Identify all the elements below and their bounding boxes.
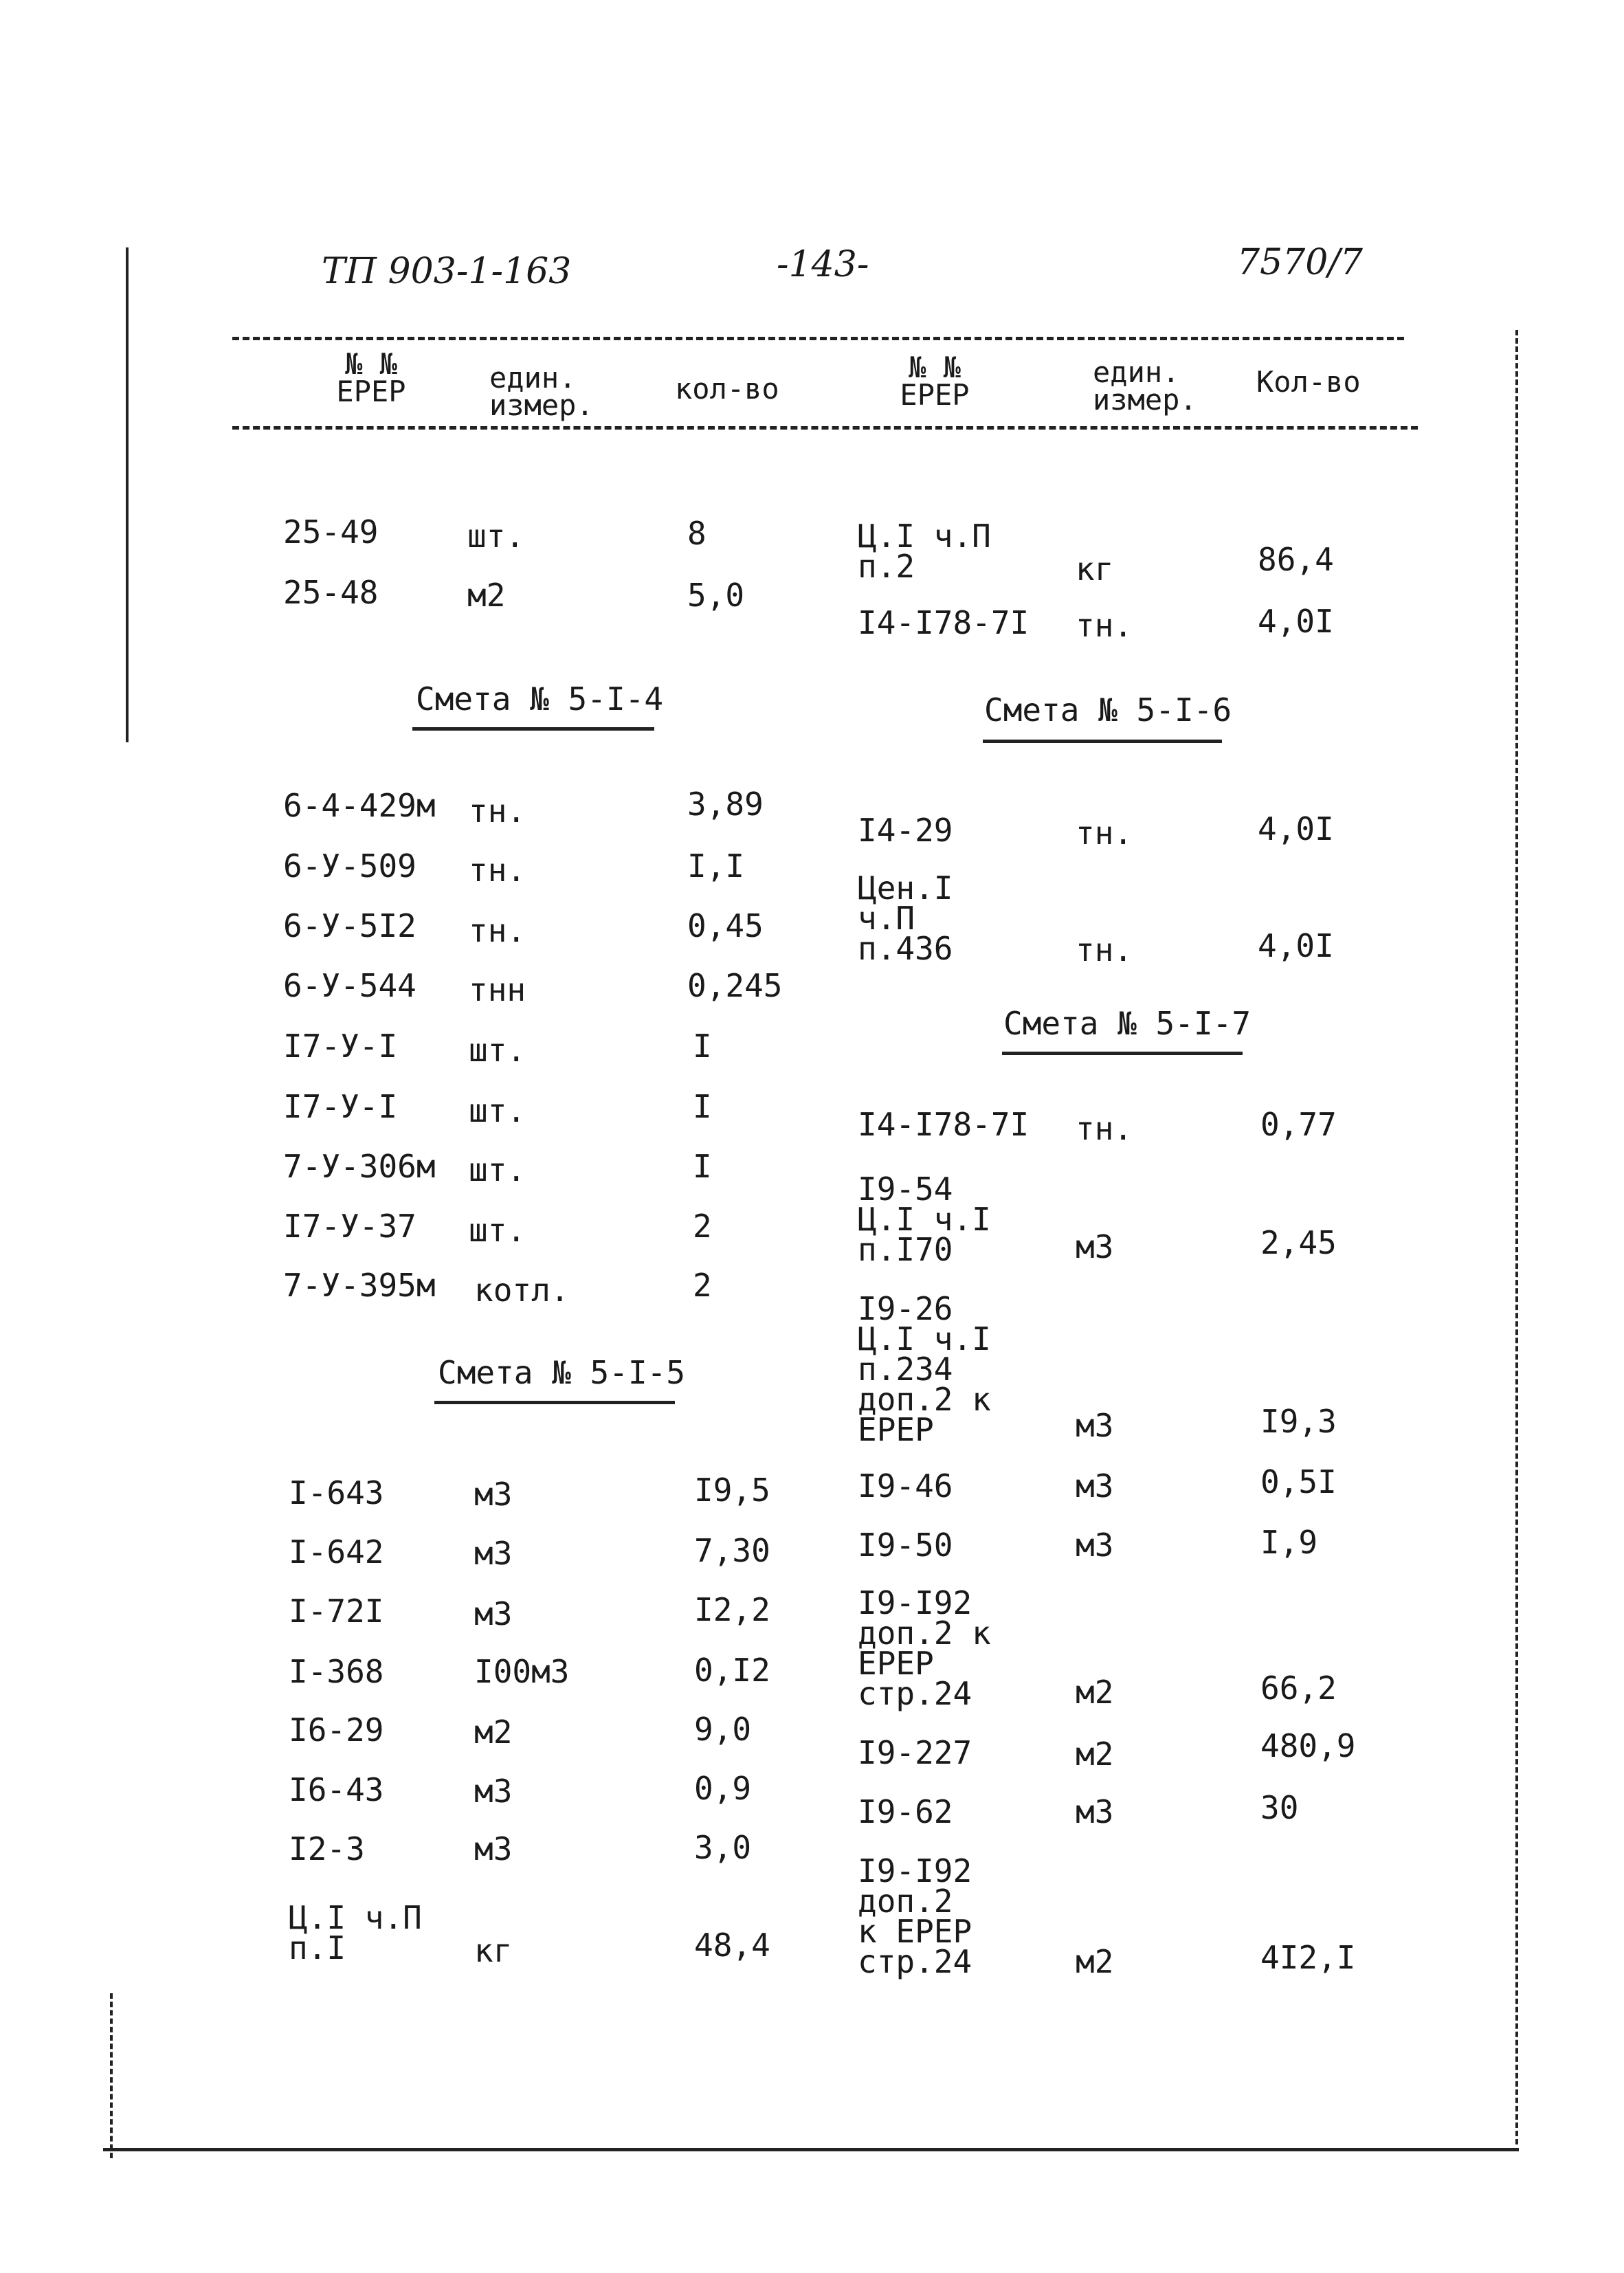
row-code: I9-I92 доп.2 к ЕРЕР стр.24	[858, 1852, 972, 1980]
row-qty: 2,45	[1260, 1224, 1337, 1261]
estimate-heading: Смета № 5-I-5	[438, 1354, 686, 1391]
row-code: I6-43	[289, 1771, 384, 1808]
row-unit: кг	[474, 1932, 513, 1969]
row-qty: I	[693, 1028, 712, 1065]
row-unit: тнн	[469, 971, 526, 1008]
row-unit: м3	[1076, 1228, 1114, 1265]
row-qty: I2,2	[694, 1591, 770, 1628]
row-unit: тн.	[469, 852, 526, 889]
row-qty: 0,9	[694, 1770, 752, 1807]
row-qty: 4,0I	[1258, 603, 1334, 640]
row-qty: 30	[1260, 1789, 1299, 1826]
row-unit: м2	[474, 1714, 513, 1751]
row-code: I7-У-37	[283, 1208, 416, 1245]
row-unit: I00м3	[474, 1653, 570, 1690]
col-header-code-right: № № ЕРЕР	[900, 351, 970, 412]
row-qty: I	[693, 1088, 712, 1125]
row-code: I4-I78-7I	[858, 604, 1030, 641]
row-code: I2-3	[289, 1830, 365, 1867]
row-qty: 2	[693, 1267, 712, 1304]
row-code: 25-49	[283, 513, 379, 551]
col-header-unit-left: един. измер.	[489, 361, 594, 422]
col-header-code-left: № № ЕРЕР	[336, 347, 406, 408]
row-unit: шт.	[469, 1032, 526, 1069]
estimate-heading-underline	[983, 740, 1222, 743]
row-unit: шт.	[469, 1212, 526, 1249]
row-qty: 0,5I	[1260, 1463, 1337, 1500]
row-code: I7-У-I	[283, 1028, 398, 1065]
row-qty: 4I2,I	[1260, 1939, 1356, 1976]
row-code: I4-I78-7I	[858, 1106, 1030, 1143]
row-code: I9-50	[858, 1527, 953, 1564]
row-qty: 86,4	[1258, 541, 1334, 578]
row-code: I9-227	[858, 1734, 972, 1771]
row-qty: I,I	[687, 847, 745, 885]
row-unit: м3	[474, 1476, 513, 1513]
row-unit: м3	[474, 1773, 513, 1810]
row-qty: 0,245	[687, 967, 783, 1004]
row-code: 6-У-509	[283, 847, 416, 885]
estimate-heading-underline	[434, 1401, 675, 1404]
row-unit: тн.	[1076, 931, 1133, 968]
row-unit: м3	[474, 1535, 513, 1572]
row-unit: м3	[1076, 1407, 1114, 1444]
row-code: I-642	[289, 1533, 384, 1571]
row-code: 25-48	[283, 574, 379, 611]
row-qty: I,9	[1260, 1524, 1318, 1561]
row-unit: м3	[474, 1595, 513, 1632]
header-top-rule	[232, 337, 1404, 340]
col-header-unit-right: един. измер.	[1093, 355, 1197, 417]
row-qty: 8	[687, 515, 707, 552]
col-header-qty-right: Кол-во	[1256, 365, 1361, 399]
row-code: I-368	[289, 1653, 384, 1690]
row-code: 6-У-5I2	[283, 907, 416, 944]
row-unit: шт.	[469, 1151, 526, 1188]
row-qty: 0,I2	[694, 1652, 770, 1689]
row-code: 6-4-429м	[283, 787, 436, 824]
left-lower-margin-line	[110, 1993, 113, 2158]
row-unit: м2	[1076, 1943, 1114, 1980]
page-number: -143-	[777, 244, 869, 285]
row-qty: 2	[693, 1208, 712, 1245]
row-unit: тн.	[1076, 607, 1133, 644]
estimate-heading-underline	[1002, 1052, 1243, 1055]
row-qty: 4,0I	[1258, 927, 1334, 964]
row-code: I-72I	[289, 1593, 384, 1630]
row-unit: тн.	[469, 912, 526, 949]
estimate-heading: Смета № 5-I-4	[416, 680, 664, 718]
row-unit: шт.	[469, 1092, 526, 1129]
left-margin-line	[126, 247, 129, 742]
row-unit: м3	[1076, 1793, 1114, 1830]
row-unit: м2	[1076, 1736, 1114, 1773]
row-code: I9-46	[858, 1467, 953, 1505]
row-qty: 480,9	[1260, 1727, 1356, 1764]
row-qty: 3,89	[687, 786, 764, 823]
row-unit: м3	[1076, 1527, 1114, 1564]
row-code: 7-У-395м	[283, 1267, 436, 1304]
row-unit: м3	[1076, 1467, 1114, 1505]
row-unit: тн.	[469, 792, 526, 830]
row-unit: м3	[474, 1830, 513, 1867]
row-unit: кг	[1076, 551, 1114, 588]
row-code: 7-У-306м	[283, 1148, 436, 1185]
row-qty: I9,3	[1260, 1403, 1337, 1440]
row-unit: тн.	[1076, 814, 1133, 852]
row-qty: 66,2	[1260, 1670, 1337, 1707]
row-qty: 3,0	[694, 1829, 752, 1866]
row-qty: I	[693, 1148, 712, 1185]
sheet-number: 7570/7	[1237, 242, 1363, 283]
row-code: I6-29	[289, 1711, 384, 1749]
row-unit: м2	[1076, 1674, 1114, 1711]
row-code: I4-29	[858, 812, 953, 849]
row-code: I9-I92 доп.2 к ЕРЕР стр.24	[858, 1584, 991, 1712]
row-qty: 7,30	[694, 1532, 770, 1569]
row-qty: 0,77	[1260, 1106, 1337, 1143]
row-unit: котл.	[474, 1272, 570, 1309]
row-unit: шт.	[467, 518, 525, 555]
row-qty: 9,0	[694, 1711, 752, 1748]
row-qty: I9,5	[694, 1472, 770, 1509]
row-qty: 0,45	[687, 907, 764, 944]
row-qty: 4,0I	[1258, 810, 1334, 847]
estimate-heading: Смета № 5-I-6	[984, 691, 1232, 729]
row-code: Ц.I ч.П п.2	[858, 518, 991, 585]
bottom-border-line	[103, 2148, 1519, 2151]
row-code: I-643	[289, 1474, 384, 1511]
right-border-line	[1515, 330, 1518, 2144]
row-code: 6-У-544	[283, 967, 416, 1004]
row-code: I9-54 Ц.I ч.I п.I70	[858, 1171, 991, 1268]
row-qty: 5,0	[687, 577, 745, 614]
row-unit: м2	[467, 577, 506, 614]
header-bottom-rule	[232, 426, 1418, 430]
row-qty: 48,4	[694, 1927, 770, 1964]
row-unit: тн.	[1076, 1110, 1133, 1147]
estimate-heading-underline	[412, 727, 654, 731]
estimate-heading: Смета № 5-I-7	[1003, 1005, 1252, 1042]
row-code: I7-У-I	[283, 1088, 398, 1125]
document-code: ТП 903-1-163	[322, 251, 572, 292]
row-code: I9-26 Ц.I ч.I п.234 доп.2 к ЕРЕР	[858, 1290, 991, 1448]
col-header-qty-left: кол-во	[675, 372, 779, 406]
row-code: I9-62	[858, 1793, 953, 1830]
row-code: Ц.I ч.П п.I	[289, 1899, 422, 1966]
row-code: Цен.I ч.П п.436	[858, 869, 953, 967]
